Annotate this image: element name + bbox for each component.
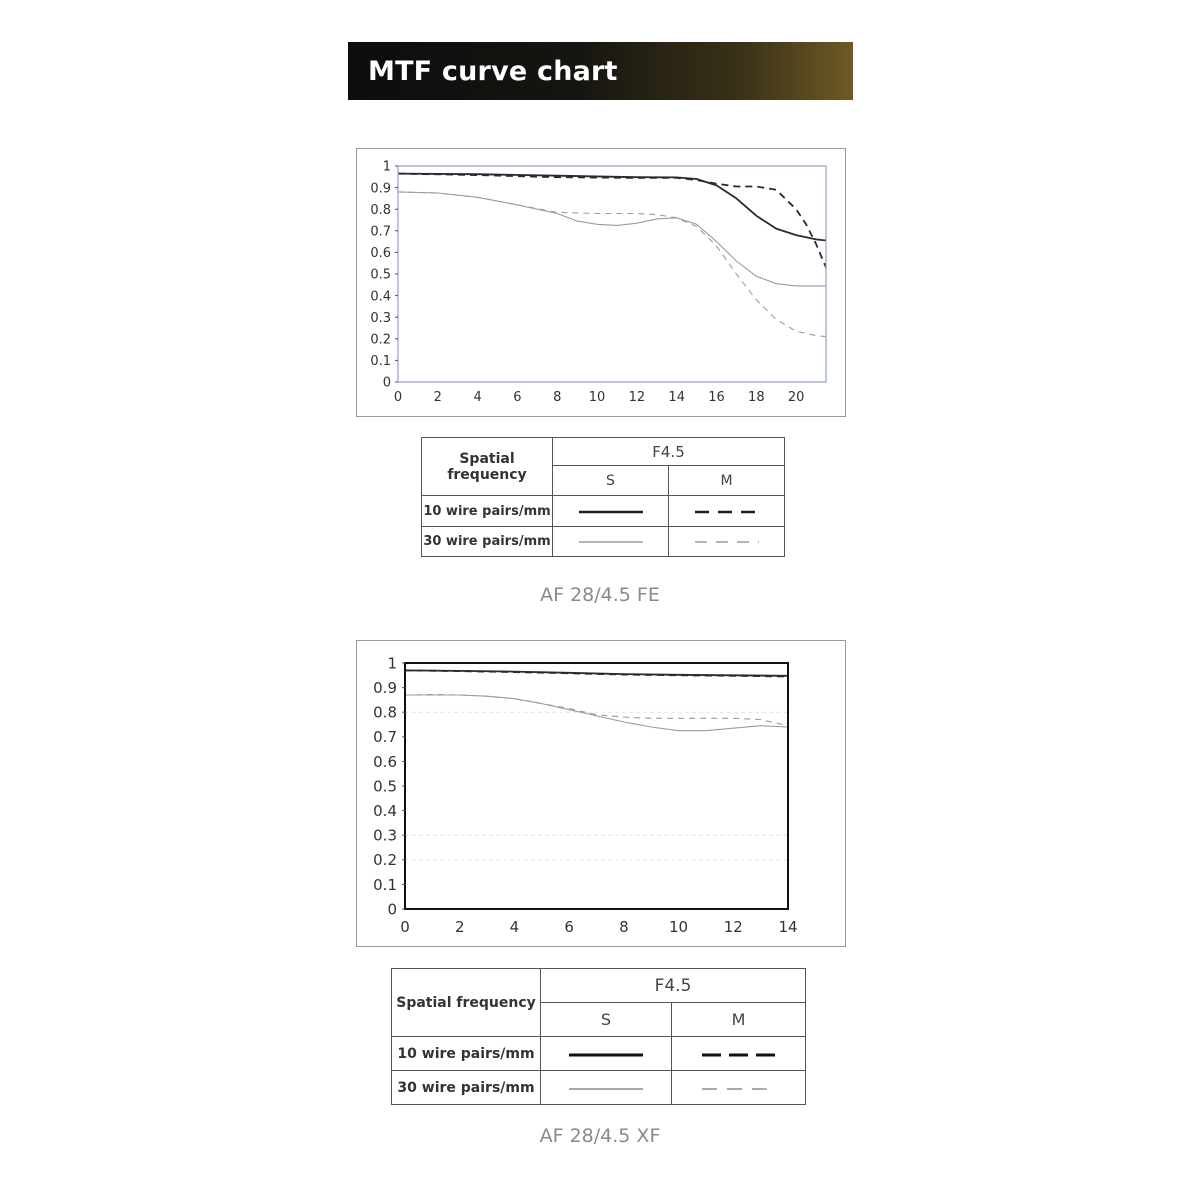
x-tick-label: 10: [588, 390, 606, 405]
x-tick-label: 0: [400, 918, 410, 936]
y-tick-label: 0.1: [373, 875, 397, 894]
y-tick-label: 1: [382, 159, 391, 175]
swatch-s10: [553, 496, 669, 526]
swatch-s10: [541, 1037, 672, 1071]
y-tick-label: 0.7: [373, 728, 397, 747]
meridional-header: M: [672, 1003, 806, 1037]
x-tick-label: 14: [668, 390, 685, 405]
y-tick-label: 0.9: [370, 181, 391, 197]
mtf-chart-fe-svg: [357, 149, 845, 416]
legend-table-xf: [391, 968, 806, 1105]
x-tick-label: 16: [708, 390, 725, 405]
meridional-header: M: [669, 466, 785, 496]
y-tick-label: 1: [387, 654, 397, 673]
banner-title: MTF curve chart: [368, 55, 618, 87]
aperture-header: F4.5: [553, 438, 785, 466]
series-line-s10: [398, 174, 826, 241]
mtf-chart-xf: [356, 640, 846, 947]
sagittal-header: S: [541, 1003, 672, 1037]
x-tick-label: 12: [723, 918, 743, 936]
y-tick-label: 0.2: [370, 332, 391, 348]
row-30-label: 30 wire pairs/mm: [392, 1071, 541, 1105]
row-30-label: 30 wire pairs/mm: [422, 526, 553, 556]
row-10-label: 10 wire pairs/mm: [422, 496, 553, 526]
legend-table-fe: [421, 437, 785, 557]
lens-caption-fe: AF 28/4.5 FE: [540, 584, 660, 606]
x-tick-label: 4: [509, 918, 520, 936]
x-tick-label: 2: [433, 390, 442, 405]
x-tick-label: 4: [473, 390, 482, 405]
x-tick-label: 0: [393, 390, 403, 405]
y-tick-label: 0.2: [373, 851, 397, 870]
spatial-frequency-header: Spatial frequency: [422, 438, 553, 496]
x-tick-label: 2: [454, 918, 465, 936]
y-tick-label: 0.8: [373, 703, 397, 722]
x-tick-label: 20: [787, 390, 805, 405]
series-line-s30: [398, 192, 826, 286]
x-tick-label: 10: [669, 918, 689, 936]
swatch-s30: [541, 1071, 672, 1105]
swatch-m30: [669, 526, 785, 556]
series-line-s30: [405, 695, 788, 731]
aperture-header: F4.5: [541, 969, 806, 1003]
x-tick-label: 8: [619, 918, 629, 936]
y-tick-label: 0: [387, 900, 397, 919]
y-tick-label: 0: [382, 375, 391, 391]
y-tick-label: 0.3: [370, 310, 391, 326]
x-tick-label: 6: [564, 918, 574, 936]
plot-frame: [405, 663, 788, 909]
lens-caption-xf: AF 28/4.5 XF: [539, 1125, 661, 1147]
title-banner: [348, 42, 853, 100]
spatial-frequency-header: Spatial frequency: [392, 969, 541, 1037]
swatch-m10: [669, 496, 785, 526]
series-line-m30: [398, 192, 826, 337]
x-tick-label: 14: [778, 918, 798, 936]
y-tick-label: 0.1: [370, 354, 391, 370]
y-tick-label: 0.3: [373, 826, 397, 845]
series-line-m30: [405, 695, 788, 726]
swatch-m10: [672, 1037, 806, 1071]
x-tick-label: 12: [628, 390, 646, 405]
y-tick-label: 0.8: [370, 202, 391, 218]
swatch-s30: [553, 526, 669, 556]
y-tick-label: 0.7: [370, 224, 391, 240]
y-tick-label: 0.5: [373, 777, 397, 796]
y-tick-label: 0.4: [370, 289, 391, 305]
y-tick-label: 0.6: [373, 752, 397, 771]
y-tick-label: 0.9: [373, 679, 397, 697]
plot-frame: [398, 166, 826, 382]
y-tick-label: 0.6: [370, 246, 391, 262]
mtf-chart-xf-svg: [357, 641, 845, 946]
x-tick-label: 8: [553, 390, 562, 405]
y-tick-label: 0.5: [370, 267, 391, 283]
x-tick-label: 6: [513, 390, 522, 405]
sagittal-header: S: [553, 466, 669, 496]
series-line-m10: [398, 174, 826, 268]
y-tick-label: 0.4: [373, 802, 397, 820]
mtf-chart-fe: [356, 148, 846, 417]
row-10-label: 10 wire pairs/mm: [392, 1037, 541, 1071]
swatch-m30: [672, 1071, 806, 1105]
x-tick-label: 18: [748, 390, 765, 405]
